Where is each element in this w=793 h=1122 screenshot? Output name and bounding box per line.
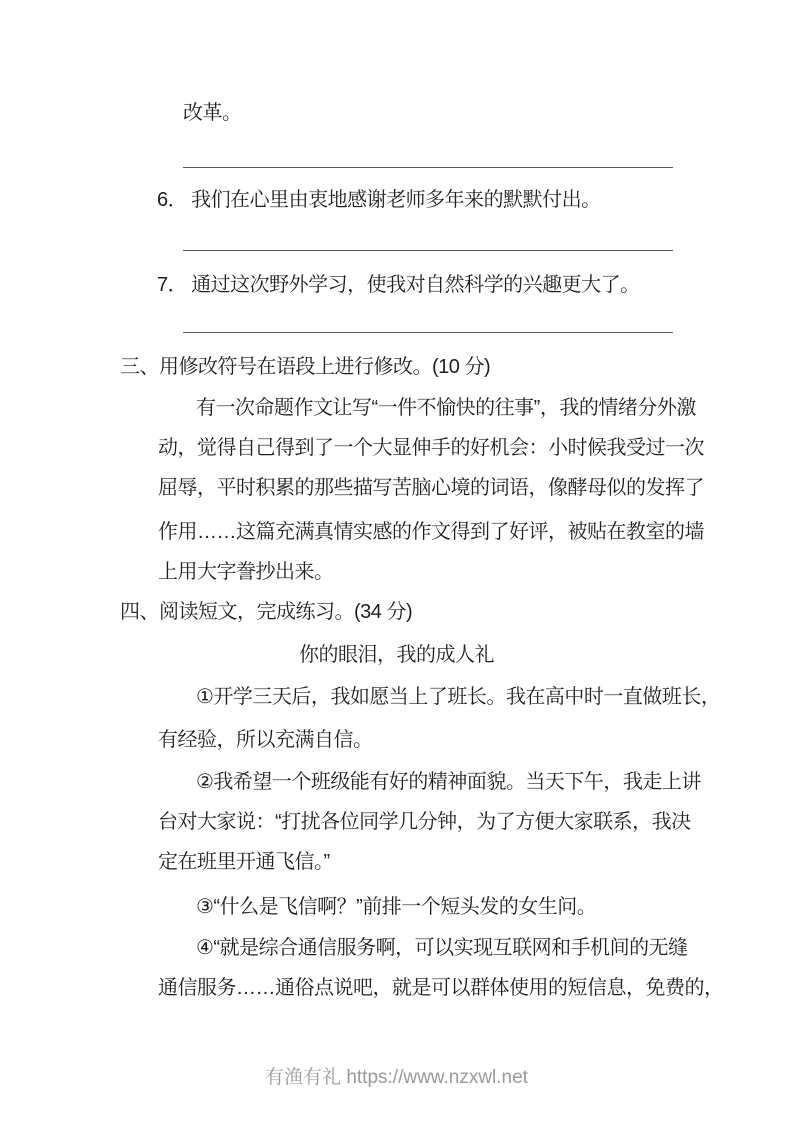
section3-heading: 三、用修改符号在语段上进行修改。(10 分): [120, 356, 491, 378]
passage-line: 定在班里开通飞信。”: [158, 851, 330, 873]
answer-blank-line: [183, 250, 673, 251]
section4-heading: 四、阅读短文，完成练习。(34 分): [120, 601, 413, 623]
item5-tail-line: 改革。: [183, 102, 242, 124]
section3-paragraph-line: 屈辱，平时积累的那些描写苦脑心境的词语，像酵母似的发挥了: [158, 477, 704, 499]
item-text: 我们在心里由衷地感谢老师多年来的默默付出。: [191, 189, 601, 211]
revision-item-7: [157, 271, 640, 299]
passage-line: ③“什么是飞信啊？”前排一个短头发的女生问。: [196, 896, 597, 918]
passage-line: ④“就是综合通信服务啊，可以实现互联网和手机间的无缝: [196, 937, 688, 959]
passage-line: ②我希望一个班级能有好的精神面貌。当天下午，我走上讲: [196, 771, 701, 793]
item-number: 6．: [157, 189, 188, 211]
item-text: 通过这次野外学习，使我对自然科学的兴趣更大了。: [191, 274, 640, 296]
passage-line: 台对大家说：“打扰各位同学几分钟，为了方便大家联系，我决: [158, 811, 691, 833]
passage-line: ①开学三天后，我如愿当上了班长。我在高中时一直做班长，: [196, 686, 721, 708]
passage-title: 你的眼泪，我的成人礼: [299, 644, 494, 666]
item-number: 7．: [157, 274, 188, 296]
section3-paragraph-line: 动，觉得自己得到了一个大显伸手的好机会：小时候我受过一次: [158, 437, 704, 459]
answer-blank-line: [183, 332, 673, 333]
section3-paragraph-line: 上用大字誊抄出来。: [158, 561, 334, 583]
answer-blank-line: [183, 167, 673, 168]
section3-paragraph-line: 作用……这篇充满真情实感的作文得到了好评，被贴在教室的墙: [158, 521, 704, 543]
watermark-footer: 有渔有礼 https://www.nzxwl.net: [265, 1067, 528, 1088]
passage-line: 有经验，所以充满自信。: [158, 729, 373, 751]
passage-line: 通信服务……通俗点说吧，就是可以群体使用的短信息，免费的，: [158, 977, 724, 999]
section3-paragraph-line: 有一次命题作文让写“一件不愉快的往事”，我的情绪分外激: [196, 397, 696, 419]
revision-item-6: [157, 186, 601, 214]
